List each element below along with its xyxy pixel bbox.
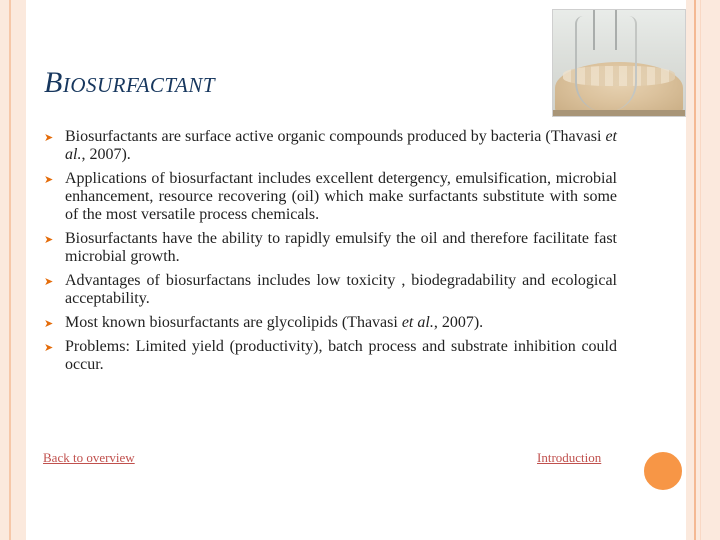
arrow-bullet-icon: ➤ (44, 173, 54, 186)
left-border-decoration (0, 0, 26, 540)
bullet-item: ➤ Applications of biosurfactant includes excellent detergency, emulsification, microbial enhancement, resource recovering (oil) which make surfactants substitute with some of the most versatile process chemicals. (44, 170, 617, 223)
introduction-link[interactable]: Introduction (537, 450, 602, 465)
orange-circle-decoration (641, 449, 685, 493)
bullet-list (44, 128, 617, 380)
bullet-item: ➤ Advantages of biosurfactans includes low toxicity , biodegradability and ecological acceptability. (44, 272, 617, 307)
right-border-decoration (686, 0, 720, 540)
back-to-overview-link[interactable]: Back to overview (43, 450, 135, 465)
bullet-item: ➤ Biosurfactants have the ability to rapidly emulsify the oil and therefore facilitate fast microbial growth. (44, 230, 617, 265)
arrow-bullet-icon: ➤ (44, 317, 54, 330)
slide-title: Biosurfactant (44, 66, 216, 99)
arrow-bullet-icon: ➤ (44, 131, 54, 144)
bullet-item: ➤ Most known biosurfactants are glycolipids (Thavasi et al., 2007). (44, 314, 484, 331)
arrow-bullet-icon: ➤ (44, 275, 54, 288)
bullet-item: ➤ Biosurfactants are surface active organic compounds produced by bacteria (Thavasi et al., 2007). (44, 128, 617, 163)
flask-photo (552, 9, 686, 117)
bullet-item: ➤ Problems: Limited yield (productivity), batch process and substrate inhibition could occur. (44, 338, 617, 373)
arrow-bullet-icon: ➤ (44, 341, 54, 354)
arrow-bullet-icon: ➤ (44, 233, 54, 246)
